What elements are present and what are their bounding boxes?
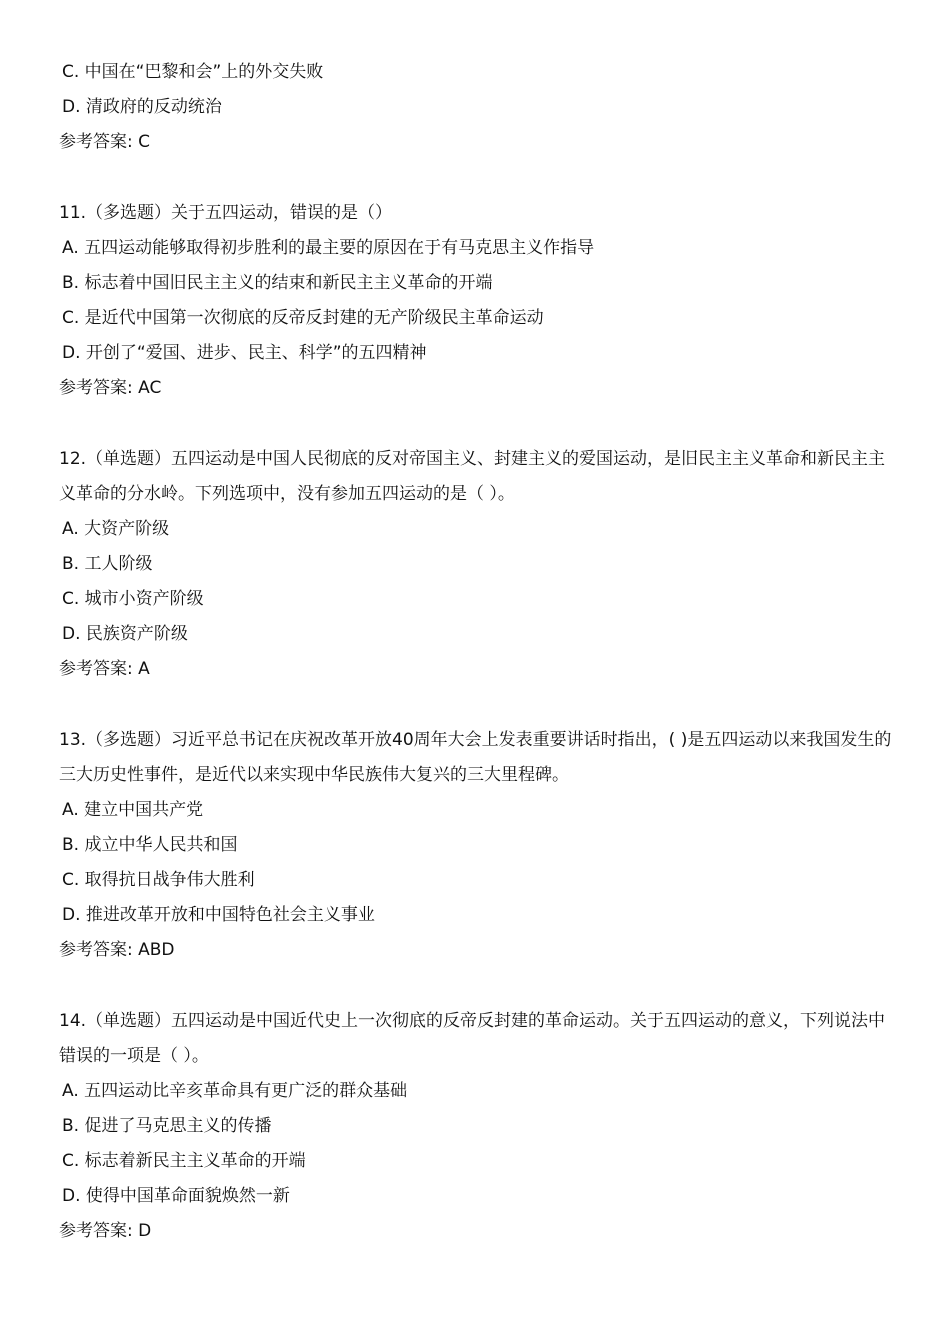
option-b: B. 促进了马克思主义的传播	[62, 1116, 272, 1136]
option-a: A. 建立中国共产党	[62, 800, 204, 820]
question-stem: 13.（多选题）习近平总书记在庆祝改革开放40周年大会上发表重要讲话时指出，( )是五四运动以来我国发生的三大历史性事件，是近代以来实现中华民族伟大复兴的三大里程碑。	[59, 730, 892, 785]
option-a: A. 大资产阶级	[62, 519, 170, 539]
question-stem: 11.（多选题）关于五四运动，错误的是（）	[59, 203, 393, 223]
option-d: D. 清政府的反动统治	[62, 97, 222, 117]
option-a: A. 五四运动比辛亥革命具有更广泛的群众基础	[62, 1081, 408, 1101]
answer-key: 参考答案: AC	[59, 378, 162, 398]
option-d: D. 使得中国革命面貌焕然一新	[62, 1186, 290, 1206]
option-c: C. 标志着新民主主义革命的开端	[62, 1151, 306, 1171]
spacer	[59, 160, 894, 196]
previous-question-tail	[59, 55, 894, 160]
option-d: D. 推进改革开放和中国特色社会主义事业	[62, 905, 375, 925]
spacer	[59, 968, 894, 1004]
option-c: C. 取得抗日战争伟大胜利	[62, 870, 255, 890]
option-d: D. 开创了“爱国、进步、民主、科学”的五四精神	[62, 343, 427, 363]
spacer	[59, 406, 894, 442]
option-b: B. 标志着中国旧民主主义的结束和新民主主义革命的开端	[62, 273, 493, 293]
option-b: B. 工人阶级	[62, 554, 153, 574]
question-11	[59, 196, 894, 406]
option-b: B. 成立中华人民共和国	[62, 835, 238, 855]
option-c: C. 中国在“巴黎和会”上的外交失败	[62, 62, 324, 82]
answer-key: 参考答案: A	[59, 659, 150, 679]
question-stem: 12.（单选题）五四运动是中国人民彻底的反对帝国主义、封建主义的爱国运动，是旧民主主义革命和新民主主义革命的分水岭。下列选项中，没有参加五四运动的是（ ）。	[59, 449, 886, 504]
option-d: D. 民族资产阶级	[62, 624, 188, 644]
question-12	[59, 442, 894, 687]
question-14	[59, 1004, 894, 1249]
option-c: C. 城市小资产阶级	[62, 589, 204, 609]
top-margin	[59, 0, 894, 55]
option-c: C. 是近代中国第一次彻底的反帝反封建的无产阶级民主革命运动	[62, 308, 544, 328]
option-a: A. 五四运动能够取得初步胜利的最主要的原因在于有马克思主义作指导	[62, 238, 595, 258]
answer-key: 参考答案: ABD	[59, 940, 175, 960]
question-13	[59, 723, 894, 968]
answer-key: 参考答案: C	[59, 132, 151, 152]
spacer	[59, 687, 894, 723]
answer-key: 参考答案: D	[59, 1221, 152, 1241]
question-stem: 14.（单选题）五四运动是中国近代史上一次彻底的反帝反封建的革命运动。关于五四运动的意义，下列说法中错误的一项是（ ）。	[59, 1011, 886, 1066]
